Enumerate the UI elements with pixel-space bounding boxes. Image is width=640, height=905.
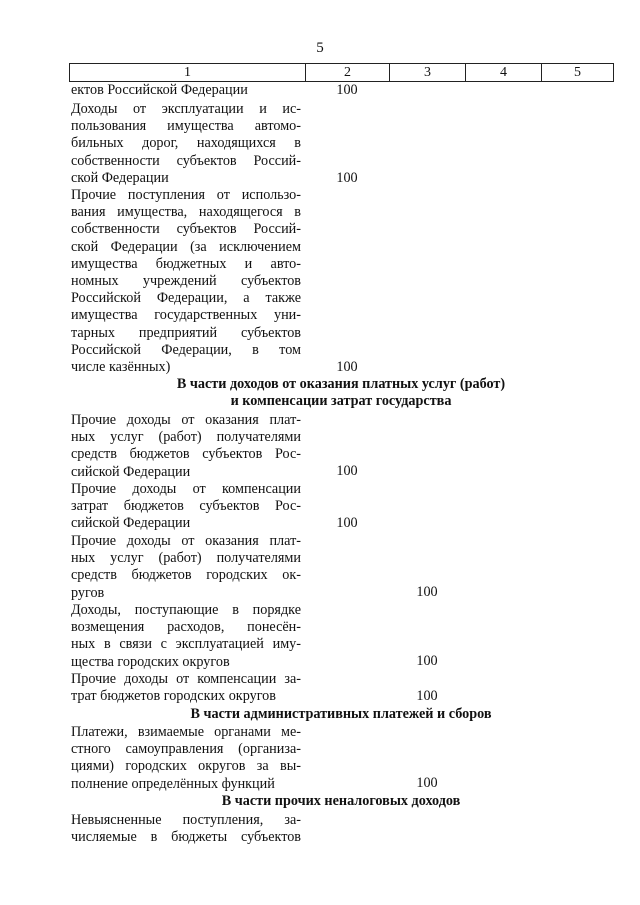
income-row [71,481,301,533]
row-text-line: числе казённых) [71,359,171,376]
row-text-line: ных услуг (работ) получателями [71,550,301,567]
row-text-line: ных в связи с эксплуатацией иму- [71,636,301,653]
income-row [71,412,301,481]
row-text-line: номных учреждений субъектов [71,273,301,290]
row-text-line: Прочие доходы от оказания плат- [71,412,301,428]
row-text-line: сийской Федерации [71,515,191,532]
row-value: 100 [416,775,438,791]
row-text-line: средств бюджетов субъектов Рос- [71,446,301,463]
row-text-line: ругов [71,584,105,601]
income-row [71,187,301,376]
row-text-line: возмещения расходов, понесён- [71,619,301,636]
row-value: 100 [416,653,438,669]
row-text-line: затрат бюджетов субъектов Рос- [71,498,301,515]
row-text-line: циями) городских округов за вы- [71,758,301,775]
row-value: 100 [336,82,358,98]
row-value: 100 [336,359,358,375]
row-text-line: Российской Федерации, в том [71,341,301,358]
column-header-1: 1 [70,64,306,82]
column-header-4: 4 [466,64,542,82]
income-row [71,724,301,793]
row-text-line: Невыясненные поступления, за- [71,812,301,828]
row-text-line: имущества бюджетных и авто- [71,255,301,272]
income-row [71,82,301,99]
row-value: 100 [336,463,358,479]
section-heading-line: В части доходов от оказания платных услуг (работ) [176,376,506,392]
row-text-line: средств бюджетов городских ок- [71,567,301,584]
income-row [71,602,301,671]
row-text-line: числяемые в бюджеты субъектов [71,829,301,846]
row-value: 100 [336,515,358,531]
row-text-line: тарных предприятий субъектов [71,324,301,341]
row-text-line: Платежи, взимаемые органами ме- [71,724,301,740]
row-text-line: Прочие доходы от оказания плат- [71,533,301,549]
section-heading: В части прочих неналоговых доходов [221,793,461,809]
row-text-line: Прочие доходы от компенсации за- [71,671,301,687]
row-text-line: Прочие доходы от компенсации [71,481,301,497]
income-row [71,812,301,846]
income-row [71,533,301,602]
row-text-line: ской Федерации (за исключением [71,238,301,255]
row-text-line: сийской Федерации [71,463,191,480]
row-text-line: имущества государственных уни- [71,307,301,324]
row-text-line: Доходы от эксплуатации и ис- [71,101,301,117]
column-header-5: 5 [542,64,614,82]
row-text-line: собственности субъектов Россий- [71,152,301,169]
row-text-line: щества городских округов [71,653,230,670]
column-header-table [69,63,614,82]
income-row [71,671,301,705]
income-row [71,101,301,187]
column-header-2: 2 [306,64,390,82]
section-heading [69,376,613,410]
row-text-line: полнение определённых функций [71,775,275,792]
row-value: 100 [336,170,358,186]
row-text-line: Доходы, поступающие в порядке [71,602,301,618]
row-text-line: стного самоуправления (организа- [71,741,301,758]
row-text-line: пользования имущества автомо- [71,118,301,135]
section-heading-line: и компенсации затрат государства [230,393,452,410]
section-heading: В части административных платежей и сборов [190,706,492,722]
row-text-line: ных услуг (работ) получателями [71,429,301,446]
row-text-line: трат бюджетов городских округов [71,688,276,705]
row-text-line: вания имущества, находящегося в [71,204,301,221]
column-header-3: 3 [390,64,466,82]
row-text-line: ектов Российской Федерации [71,82,248,98]
row-text-line: собственности субъектов Россий- [71,221,301,238]
row-text-line: ской Федерации [71,169,169,186]
page-number: 5 [316,40,324,56]
row-text-line: бильных дорог, находящихся в [71,135,301,152]
row-text-line: Российской Федерации, а также [71,290,301,307]
row-value: 100 [416,688,438,704]
row-text-line: Прочие поступления от использо- [71,187,301,203]
row-value: 100 [416,584,438,600]
